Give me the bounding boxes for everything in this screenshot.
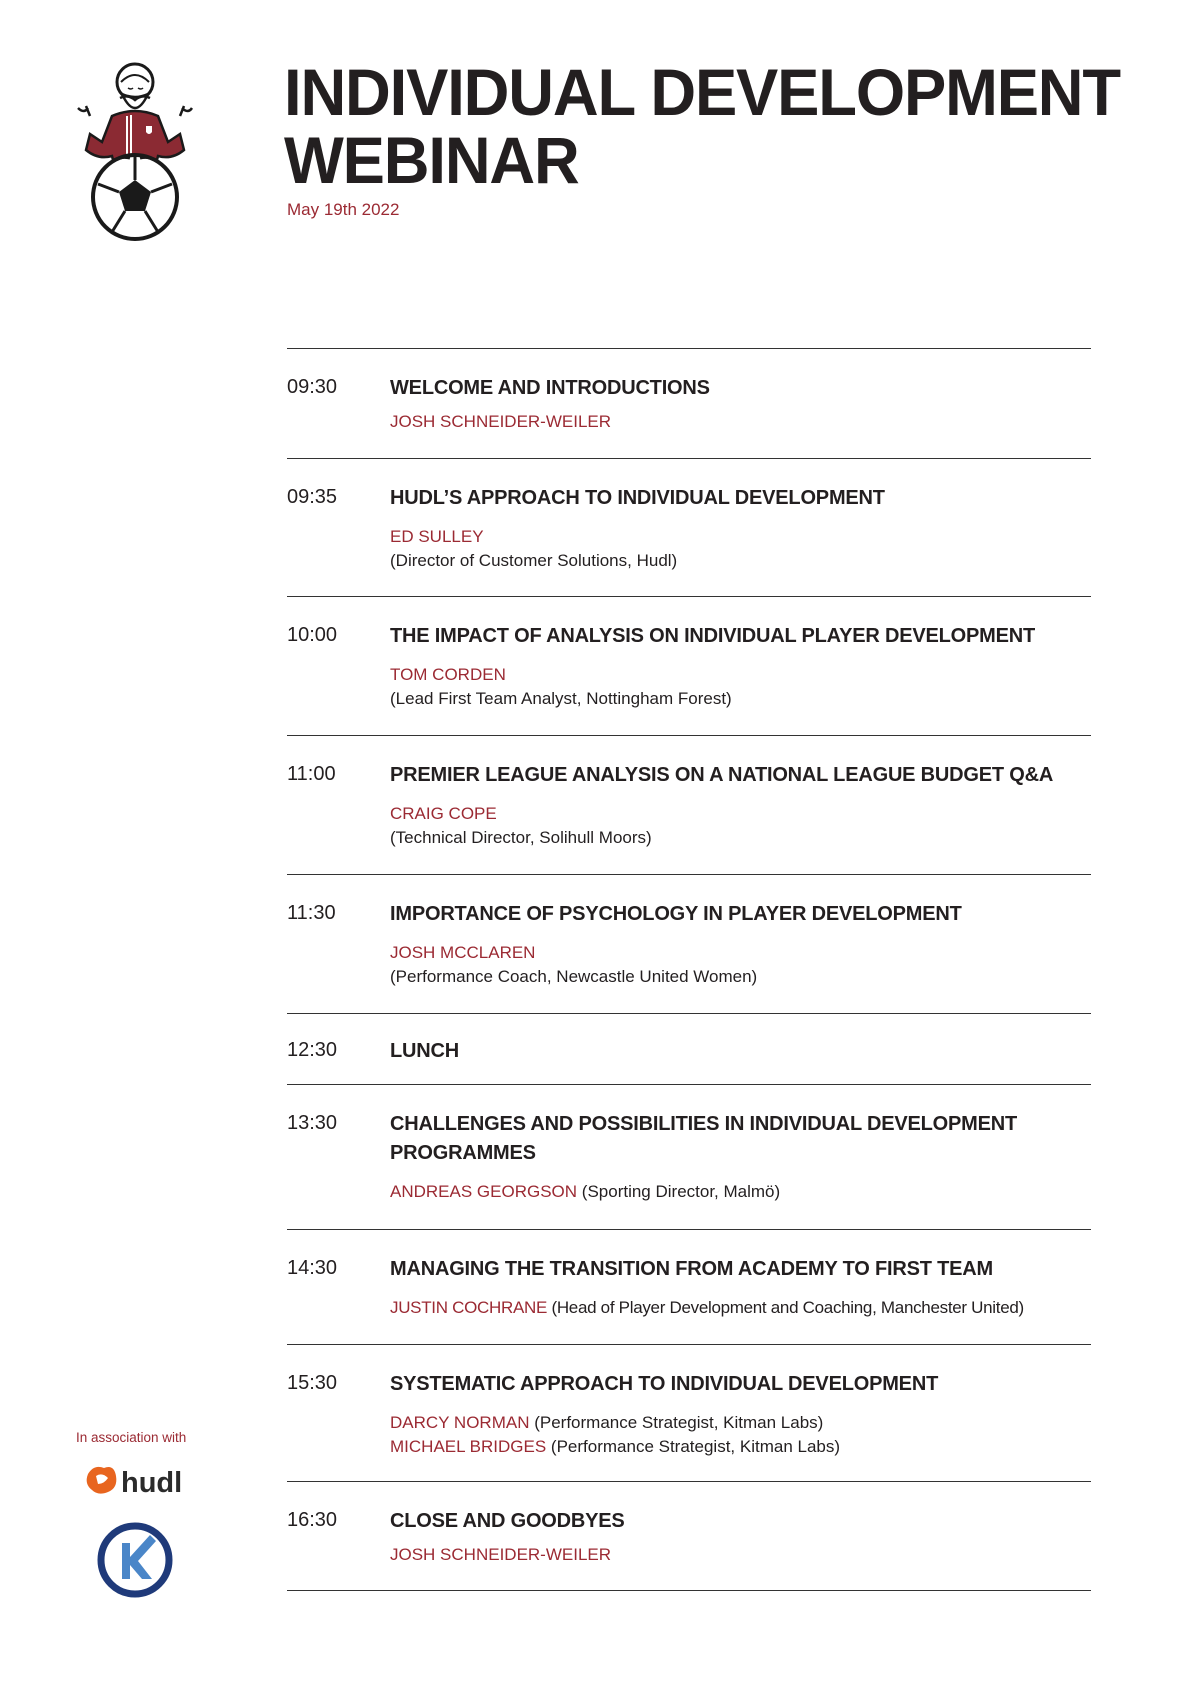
speaker-role: (Technical Director, Solihull Moors) [390,828,652,847]
agenda-time: 12:30 [287,1039,338,1061]
agenda-title: LUNCH [390,1040,459,1062]
speaker-name: DARCY NORMAN [390,1413,530,1432]
agenda-list [287,348,1091,1591]
agenda-time: 16:30 [287,1509,338,1531]
agenda-row [287,1481,1091,1591]
event-date: May 19th 2022 [287,200,400,219]
speaker-role: (Performance Coach, Newcastle United Women) [390,967,758,986]
sponsors-label: In association with [76,1430,187,1445]
agenda-row [287,1229,1091,1344]
speaker-role: (Lead First Team Analyst, Nottingham Forest) [390,689,732,708]
agenda-title: IMPORTANCE OF PSYCHOLOGY IN PLAYER DEVELOPMENT [390,903,962,925]
agenda-row [287,1344,1091,1481]
speaker-name: JOSH MCCLAREN [390,943,536,962]
speaker-role: (Head of Player Development and Coaching, Manchester United) [551,1298,1024,1317]
agenda-row [287,596,1091,735]
speaker-role: (Performance Strategist, Kitman Labs) [534,1413,824,1432]
agenda-time: 11:30 [287,902,336,924]
title-line-2: WEBINAR [284,123,579,197]
agenda-row [287,458,1091,596]
page-title [284,55,1120,197]
agenda-time: 13:30 [287,1112,338,1134]
agenda-title: SYSTEMATIC APPROACH TO INDIVIDUAL DEVELOPMENT [390,1373,939,1395]
agenda-row [287,1084,1091,1229]
agenda-time: 14:30 [287,1257,338,1279]
kitman-labs-logo-icon [96,1521,174,1599]
speaker-name: JUSTIN COCHRANE [390,1298,548,1317]
agenda-title: CLOSE AND GOODBYES [390,1510,625,1532]
agenda-title: THE IMPACT OF ANALYSIS ON INDIVIDUAL PLAYER DEVELOPMENT [390,625,1035,647]
agenda-row [287,735,1091,874]
speaker-name: TOM CORDEN [390,665,506,684]
agenda-row [287,348,1091,458]
event-logo-icon [72,60,198,244]
speaker-name: MICHAEL BRIDGES [390,1437,547,1456]
agenda-time: 10:00 [287,624,338,646]
agenda-title: MANAGING THE TRANSITION FROM ACADEMY TO FIRST TEAM [390,1258,993,1280]
agenda-title: CHALLENGES AND POSSIBILITIES IN INDIVIDUAL DEVELOPMENT PROGRAMMES [390,1113,1018,1164]
agenda-row [287,1013,1091,1084]
agenda-title: HUDL’S APPROACH TO INDIVIDUAL DEVELOPMENT [390,487,885,509]
speaker-name: JOSH SCHNEIDER-WEILER [390,1545,612,1564]
speaker-name: JOSH SCHNEIDER-WEILER [390,412,612,431]
speaker-role: (Performance Strategist, Kitman Labs) [550,1437,841,1456]
speaker-name: ED SULLEY [390,527,484,546]
hudl-logo-icon [84,1462,188,1500]
speaker-role: (Director of Customer Solutions, Hudl) [390,551,678,570]
agenda-time: 09:30 [287,376,338,398]
agenda-time: 09:35 [287,486,338,508]
agenda-row [287,874,1091,1013]
speaker-role: (Sporting Director, Malmö) [581,1182,781,1201]
agenda-title: WELCOME AND INTRODUCTIONS [390,377,710,399]
agenda-title: PREMIER LEAGUE ANALYSIS ON A NATIONAL LEAGUE BUDGET Q&A [390,764,1054,786]
agenda-time: 15:30 [287,1372,338,1394]
speaker-name: CRAIG COPE [390,804,497,823]
svg-text:hudl: hudl [121,1467,183,1499]
title-line-1: INDIVIDUAL DEVELOPMENT [284,55,1120,129]
speaker-name: ANDREAS GEORGSON [390,1182,578,1201]
agenda-time: 11:00 [287,763,336,785]
